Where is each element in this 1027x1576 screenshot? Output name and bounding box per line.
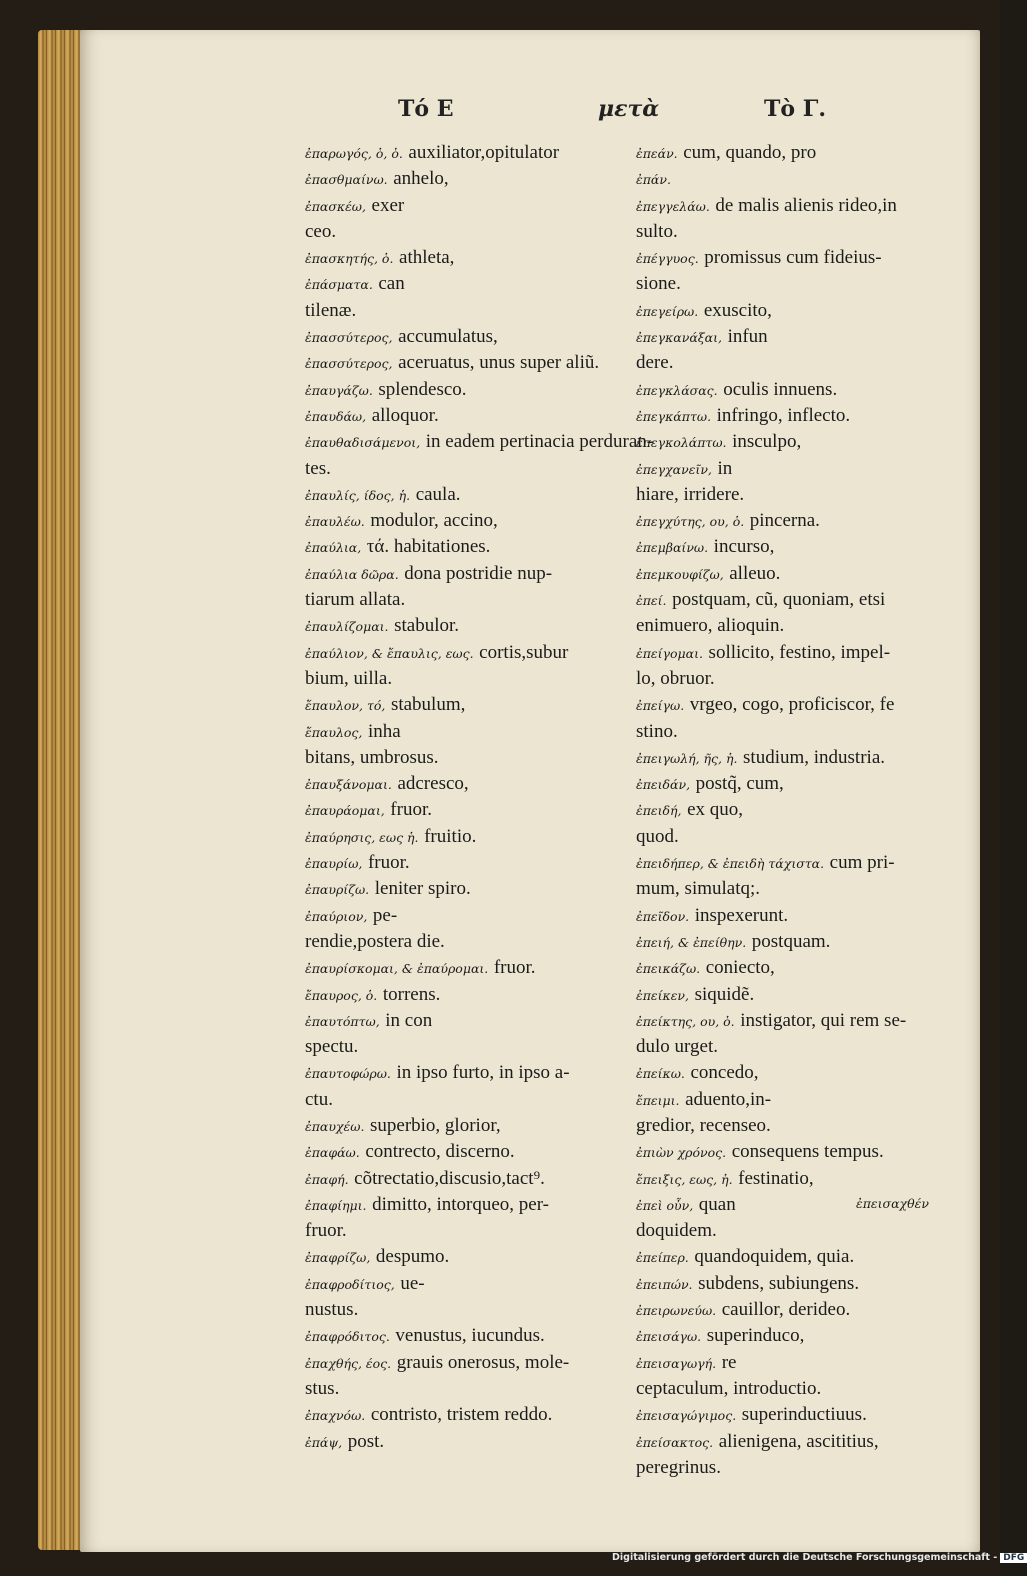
greek-lemma: ἐπαρωγός, ὁ, ὁ. bbox=[305, 146, 403, 161]
dictionary-line bbox=[636, 824, 961, 850]
dictionary-line bbox=[305, 1376, 630, 1402]
dictionary-line bbox=[305, 1218, 630, 1244]
greek-lemma: ἐπαυλίζομαι. bbox=[305, 619, 389, 635]
latin-definition: mum, simulatq;. bbox=[636, 878, 761, 900]
dictionary-line bbox=[636, 482, 961, 508]
greek-lemma: ἐπεὶ οὖν, bbox=[636, 1197, 694, 1213]
dictionary-line bbox=[636, 324, 961, 350]
dictionary-line bbox=[636, 850, 961, 876]
latin-definition: adcresco, bbox=[397, 773, 469, 795]
latin-definition: gredior, recenseo. bbox=[636, 1114, 771, 1136]
latin-definition: hiare, irridere. bbox=[636, 483, 745, 505]
greek-lemma: ἔπειμι. bbox=[636, 1092, 680, 1108]
latin-definition: exuscito, bbox=[703, 299, 772, 321]
dictionary-line bbox=[305, 929, 630, 955]
greek-lemma: ἐπεμκουφίζω, bbox=[636, 566, 724, 582]
greek-lemma: ἐπείπερ. bbox=[636, 1250, 689, 1266]
greek-lemma: ἐπειπών. bbox=[636, 1276, 693, 1292]
dictionary-line bbox=[636, 403, 961, 429]
dictionary-line bbox=[305, 824, 630, 850]
latin-definition: ue- bbox=[400, 1272, 425, 1294]
latin-definition: re bbox=[721, 1351, 737, 1373]
greek-lemma: ἐπαυρίω, bbox=[305, 856, 363, 872]
dictionary-line bbox=[305, 640, 630, 666]
latin-definition: leniter spiro. bbox=[374, 878, 471, 900]
dictionary-line bbox=[636, 508, 961, 534]
latin-definition: can bbox=[378, 273, 405, 295]
greek-lemma: ἐπασσύτερος, bbox=[305, 356, 393, 372]
dictionary-line bbox=[305, 719, 630, 745]
dictionary-line bbox=[305, 613, 630, 639]
greek-lemma: ἐπέγγυος. bbox=[636, 251, 699, 267]
running-head-center: μετὰ bbox=[598, 96, 660, 122]
latin-definition: pe- bbox=[372, 904, 398, 926]
dictionary-line bbox=[305, 1297, 630, 1323]
dictionary-line bbox=[305, 482, 630, 508]
dictionary-line bbox=[636, 1244, 961, 1270]
greek-lemma: ἐπαυχέω. bbox=[305, 1118, 365, 1134]
dictionary-line bbox=[305, 1429, 630, 1455]
latin-definition: subdens, subiungens. bbox=[698, 1272, 860, 1294]
greek-lemma: ἐπεγείρω. bbox=[636, 303, 699, 319]
latin-definition: coniecto, bbox=[705, 957, 775, 979]
running-head-right: Τὸ Γ. bbox=[764, 96, 826, 122]
dictionary-line bbox=[305, 850, 630, 876]
dictionary-line bbox=[636, 1297, 961, 1323]
dictionary-line bbox=[636, 377, 961, 403]
greek-lemma: ἐπασσύτερος, bbox=[305, 330, 393, 346]
dictionary-line bbox=[305, 1244, 630, 1270]
dictionary-line bbox=[636, 429, 961, 455]
latin-definition: rendie,postera die. bbox=[305, 930, 445, 952]
latin-definition: superinduco, bbox=[706, 1325, 805, 1347]
greek-lemma: ἐπαυλίς, ίδος, ἡ. bbox=[305, 487, 411, 503]
latin-definition: peregrinus. bbox=[636, 1456, 721, 1478]
dictionary-line bbox=[305, 1113, 630, 1139]
latin-definition: aduento,in- bbox=[685, 1088, 772, 1110]
dictionary-line bbox=[636, 692, 961, 718]
greek-lemma: ἐπεγκλάσας. bbox=[636, 382, 718, 398]
greek-lemma: ἐπαυξάνομαι. bbox=[305, 777, 392, 793]
latin-definition: postq̃, cum, bbox=[695, 773, 784, 795]
greek-lemma: ἐπαυρίζω. bbox=[305, 882, 370, 898]
dictionary-line bbox=[305, 324, 630, 350]
dictionary-line bbox=[305, 561, 630, 587]
latin-definition: inspexerunt. bbox=[694, 904, 789, 926]
dictionary-line bbox=[305, 271, 630, 297]
greek-lemma: ἐπαυτοφώρω. bbox=[305, 1066, 391, 1082]
latin-definition: accumulatus, bbox=[398, 326, 498, 348]
dictionary-line bbox=[636, 456, 961, 482]
latin-definition: splendesco. bbox=[378, 378, 467, 400]
catchword: ἐπεισαχθέν bbox=[856, 1196, 929, 1211]
latin-definition: infun bbox=[727, 326, 768, 348]
greek-lemma: ἐπεί. bbox=[636, 593, 667, 609]
latin-definition: in con bbox=[385, 1009, 433, 1031]
dictionary-line bbox=[305, 797, 630, 823]
latin-definition: cum pri- bbox=[829, 852, 895, 874]
latin-definition: alloquor. bbox=[371, 404, 439, 426]
latin-definition: de malis alienis rideo,in bbox=[715, 194, 897, 216]
latin-definition: oculis innuens. bbox=[723, 378, 838, 400]
dictionary-line bbox=[305, 1350, 630, 1376]
greek-lemma: ἐπειδήπερ, & ἐπειδὴ τάχιστα. bbox=[636, 856, 825, 872]
latin-definition: stabulor. bbox=[394, 615, 460, 637]
dictionary-line bbox=[636, 271, 961, 297]
latin-definition: pincerna. bbox=[749, 510, 820, 532]
latin-definition: aceruatus, unus super aliũ. bbox=[398, 352, 600, 374]
dictionary-line bbox=[305, 1192, 630, 1218]
greek-lemma: ἐπείκω. bbox=[636, 1066, 685, 1082]
latin-definition: tes. bbox=[305, 457, 331, 479]
dictionary-line bbox=[636, 613, 961, 639]
latin-definition: torrens. bbox=[382, 983, 441, 1005]
greek-lemma: ἐπεισαγωγή. bbox=[636, 1355, 717, 1371]
dictionary-line bbox=[305, 982, 630, 1008]
greek-lemma: ἐπεικάζω. bbox=[636, 961, 701, 977]
dictionary-line bbox=[636, 534, 961, 560]
dictionary-line bbox=[636, 666, 961, 692]
greek-lemma: ἐπασκητής, ὁ. bbox=[305, 251, 394, 267]
greek-lemma: ἐπάψ, bbox=[305, 1434, 343, 1450]
latin-definition: vrgeo, cogo, proficiscor, fe bbox=[689, 694, 895, 716]
latin-definition: bitans, umbrosus. bbox=[305, 746, 439, 768]
dictionary-line bbox=[305, 745, 630, 771]
latin-definition: fruitio. bbox=[424, 825, 477, 847]
latin-definition: postquam, cũ, quoniam, etsi bbox=[672, 589, 886, 611]
dictionary-line bbox=[305, 666, 630, 692]
greek-lemma: ἐπαφρίζω, bbox=[305, 1250, 371, 1266]
latin-definition: insculpo, bbox=[732, 431, 802, 453]
dictionary-line bbox=[636, 193, 961, 219]
latin-definition: in ipso furto, in ipso a- bbox=[396, 1062, 570, 1084]
latin-definition: contristo, tristem reddo. bbox=[370, 1404, 553, 1426]
latin-definition: cauillor, derideo. bbox=[721, 1299, 851, 1321]
right-column bbox=[636, 140, 961, 1481]
latin-definition: ceptaculum, introductio. bbox=[636, 1377, 822, 1399]
dictionary-line bbox=[636, 1218, 961, 1244]
dictionary-line bbox=[636, 1350, 961, 1376]
greek-lemma: ἐπασθμαίνω. bbox=[305, 172, 388, 188]
latin-definition: alleuo. bbox=[729, 562, 781, 584]
latin-definition: festinatio, bbox=[738, 1167, 814, 1189]
latin-definition: tiarum allata. bbox=[305, 589, 406, 611]
greek-lemma: ἐπείσακτος. bbox=[636, 1434, 714, 1450]
latin-definition: auxiliator,opitulator bbox=[408, 142, 560, 163]
latin-definition: stus. bbox=[305, 1377, 340, 1399]
greek-lemma: ἐπαυλέω. bbox=[305, 514, 365, 530]
latin-definition: instigator, qui rem se- bbox=[740, 1009, 907, 1031]
greek-lemma: ἐπασκέω, bbox=[305, 198, 366, 214]
latin-definition: inha bbox=[367, 720, 401, 742]
latin-definition: quandoquidem, quia. bbox=[694, 1246, 855, 1268]
latin-definition: ctu. bbox=[305, 1088, 333, 1110]
latin-definition: exer bbox=[371, 194, 405, 216]
greek-lemma: ἐπαύρησις, εως ἡ. bbox=[305, 829, 419, 845]
dictionary-line bbox=[636, 797, 961, 823]
latin-definition: incurso, bbox=[713, 536, 775, 558]
dictionary-line bbox=[636, 1323, 961, 1349]
dfg-logo: DFG bbox=[1000, 1553, 1027, 1563]
dictionary-line bbox=[305, 508, 630, 534]
greek-lemma: ἐπαφροδίτιος, bbox=[305, 1276, 395, 1292]
credit-text: Digitalisierung gefördert durch die Deutsche Forschungsgemeinschaft - bbox=[612, 1552, 998, 1563]
latin-definition: concedo, bbox=[690, 1062, 759, 1084]
dictionary-line bbox=[305, 245, 630, 271]
latin-definition: sollicito, festino, impel- bbox=[708, 641, 891, 663]
latin-definition: fruor. bbox=[305, 1220, 347, 1242]
greek-lemma: ἐπαχνόω. bbox=[305, 1408, 366, 1424]
dictionary-line bbox=[636, 1402, 961, 1428]
dictionary-line bbox=[636, 719, 961, 745]
greek-lemma: ἐπαύριον, bbox=[305, 908, 368, 924]
latin-definition: caula. bbox=[415, 483, 461, 505]
digitization-credit bbox=[612, 1552, 1027, 1563]
latin-definition: venustus, iucundus. bbox=[395, 1325, 545, 1347]
greek-lemma: ἐπεγκολάπτω. bbox=[636, 435, 727, 451]
latin-definition: sione. bbox=[636, 273, 681, 295]
dictionary-line bbox=[636, 1034, 961, 1060]
greek-lemma: ἐπείγω. bbox=[636, 698, 685, 714]
latin-definition: cõtrectatio,discusio,tact⁹. bbox=[354, 1167, 545, 1189]
dictionary-line bbox=[305, 534, 630, 560]
latin-definition: fruor. bbox=[493, 957, 536, 979]
dictionary-line bbox=[305, 771, 630, 797]
dictionary-line bbox=[305, 1323, 630, 1349]
latin-definition: fruor. bbox=[367, 852, 410, 874]
greek-lemma: ἐπαυγάζω. bbox=[305, 382, 373, 398]
latin-definition: promissus cum fideius- bbox=[704, 247, 882, 269]
dictionary-line bbox=[305, 403, 630, 429]
dictionary-line bbox=[636, 903, 961, 929]
dictionary-line bbox=[636, 1166, 961, 1192]
dictionary-line bbox=[305, 903, 630, 929]
dictionary-line bbox=[636, 982, 961, 1008]
latin-definition: superbio, glorior, bbox=[370, 1114, 501, 1136]
dictionary-line bbox=[636, 640, 961, 666]
dictionary-line bbox=[305, 587, 630, 613]
dictionary-line bbox=[305, 140, 630, 166]
greek-lemma: ἐπαφάω. bbox=[305, 1145, 360, 1161]
greek-lemma: ἐπεισαγώγιμος. bbox=[636, 1408, 737, 1424]
dictionary-line bbox=[636, 1376, 961, 1402]
dictionary-line bbox=[305, 1008, 630, 1034]
dictionary-line bbox=[636, 166, 961, 192]
latin-definition: infringo, inflecto. bbox=[716, 404, 851, 426]
greek-lemma: ἐπειή, & ἐπείθην. bbox=[636, 934, 747, 950]
greek-lemma: ἐπαύλια δῶρα. bbox=[305, 566, 399, 582]
latin-definition: enimuero, alioquin. bbox=[636, 615, 785, 637]
latin-definition: studium, industria. bbox=[743, 746, 886, 768]
latin-definition: consequens tempus. bbox=[731, 1141, 884, 1163]
greek-lemma: ἐπεγκάπτω. bbox=[636, 408, 712, 424]
greek-lemma: ἐπαυδάω, bbox=[305, 408, 367, 424]
latin-definition: fruor. bbox=[390, 799, 432, 821]
latin-definition: modulor, accino, bbox=[370, 510, 498, 532]
latin-definition: cortis,subur bbox=[479, 641, 569, 663]
greek-lemma: ἐπείκτης, ου, ὁ. bbox=[636, 1013, 735, 1029]
latin-definition: despumo. bbox=[375, 1246, 450, 1268]
latin-definition: spectu. bbox=[305, 1036, 359, 1058]
dictionary-line bbox=[636, 1087, 961, 1113]
dictionary-line bbox=[636, 245, 961, 271]
latin-definition: dona postridie nup- bbox=[404, 562, 553, 584]
greek-lemma: ἐπεισάγω. bbox=[636, 1329, 702, 1345]
greek-lemma: ἐπειδάν, bbox=[636, 777, 691, 793]
greek-lemma: ἔπαυλον, τό, bbox=[305, 698, 386, 714]
greek-lemma: ἐπειγωλή, ῆς, ἡ. bbox=[636, 750, 738, 766]
greek-lemma: ἔπαυρος, ὁ. bbox=[305, 987, 378, 1003]
latin-definition: alienigena, ascititius, bbox=[718, 1430, 879, 1452]
dictionary-line bbox=[636, 587, 961, 613]
greek-lemma: ἐπαύλιον, & ἔπαυλις, εως. bbox=[305, 645, 474, 661]
dictionary-line bbox=[305, 1271, 630, 1297]
greek-lemma: ἐπεάν. bbox=[636, 146, 678, 161]
dictionary-line bbox=[636, 1271, 961, 1297]
dictionary-line bbox=[305, 1087, 630, 1113]
dictionary-line bbox=[636, 745, 961, 771]
latin-definition: anhelo, bbox=[393, 168, 449, 190]
dictionary-line bbox=[305, 1166, 630, 1192]
latin-definition: superinductiuus. bbox=[741, 1404, 867, 1426]
greek-lemma: ἐπαφίημι. bbox=[305, 1197, 367, 1213]
dictionary-line bbox=[305, 377, 630, 403]
dictionary-line bbox=[636, 955, 961, 981]
greek-lemma: ἐπαυρίσκομαι, & ἐπαύρομαι. bbox=[305, 961, 489, 977]
greek-lemma: ἐπειρωνεύω. bbox=[636, 1303, 717, 1319]
dictionary-line bbox=[636, 298, 961, 324]
dictionary-line bbox=[636, 1139, 961, 1165]
dictionary-line bbox=[636, 929, 961, 955]
dictionary-line bbox=[305, 1060, 630, 1086]
greek-lemma: ἐπαφή. bbox=[305, 1171, 349, 1187]
latin-definition: postquam. bbox=[751, 930, 831, 952]
latin-definition: sulto. bbox=[636, 220, 678, 242]
dictionary-line bbox=[636, 561, 961, 587]
greek-lemma: ἐπεῖδον. bbox=[636, 908, 690, 924]
running-head-left: Τό Ε bbox=[398, 96, 454, 122]
dictionary-line bbox=[305, 298, 630, 324]
dictionary-line bbox=[636, 1429, 961, 1455]
latin-definition: siquidẽ. bbox=[694, 983, 755, 1005]
book-page-edges bbox=[38, 30, 84, 1550]
latin-definition: ceo. bbox=[305, 220, 337, 242]
dictionary-line bbox=[636, 1455, 961, 1481]
dictionary-line bbox=[305, 166, 630, 192]
greek-lemma: ἐπάσματα. bbox=[305, 277, 373, 293]
latin-definition: quan bbox=[698, 1193, 736, 1215]
latin-definition: doquidem. bbox=[636, 1220, 717, 1242]
latin-definition: τά. habitationes. bbox=[366, 536, 491, 558]
dictionary-line bbox=[636, 771, 961, 797]
latin-definition: post. bbox=[347, 1430, 385, 1452]
dictionary-line bbox=[305, 955, 630, 981]
latin-definition: stino. bbox=[636, 720, 678, 742]
greek-lemma: ἔπειξις, εως, ἡ. bbox=[636, 1171, 733, 1187]
dictionary-line bbox=[636, 1008, 961, 1034]
dictionary-line bbox=[305, 456, 630, 482]
latin-definition: dimitto, intorqueo, per- bbox=[372, 1193, 550, 1215]
dictionary-line bbox=[305, 193, 630, 219]
latin-definition: contrecto, discerno. bbox=[365, 1141, 515, 1163]
greek-lemma: ἐπεμβαίνω. bbox=[636, 540, 709, 556]
greek-lemma: ἐπαυθαδισάμενοι, bbox=[305, 435, 421, 451]
greek-lemma: ἔπαυλος, bbox=[305, 724, 363, 740]
latin-definition: athleta, bbox=[399, 247, 455, 269]
dictionary-line bbox=[305, 876, 630, 902]
latin-definition: lo, obruor. bbox=[636, 667, 715, 689]
latin-definition: nustus. bbox=[305, 1299, 359, 1321]
greek-lemma: ἐπαφρόδιτος. bbox=[305, 1329, 390, 1345]
dictionary-line bbox=[305, 692, 630, 718]
greek-lemma: ἐπείγομαι. bbox=[636, 645, 703, 661]
latin-definition: tilenæ. bbox=[305, 299, 357, 321]
latin-definition: in eadem pertinacia perduran- bbox=[425, 431, 654, 453]
greek-lemma: ἐπαυτόπτω, bbox=[305, 1013, 380, 1029]
latin-definition: stabulum, bbox=[390, 694, 466, 716]
greek-lemma: ἐπαύλια, bbox=[305, 540, 362, 556]
greek-lemma: ἐπάν. bbox=[636, 172, 671, 188]
latin-definition: ex quo, bbox=[687, 799, 744, 821]
latin-definition: dulo urget. bbox=[636, 1036, 718, 1058]
dictionary-line bbox=[305, 1402, 630, 1428]
latin-definition: quod. bbox=[636, 825, 679, 847]
latin-definition: bium, uilla. bbox=[305, 667, 393, 689]
dictionary-line bbox=[636, 350, 961, 376]
latin-definition: grauis onerosus, mole- bbox=[396, 1351, 570, 1373]
latin-definition: dere. bbox=[636, 352, 674, 374]
dictionary-line bbox=[305, 350, 630, 376]
greek-lemma: ἐπαυράομαι, bbox=[305, 803, 385, 819]
dictionary-line bbox=[636, 1060, 961, 1086]
dictionary-line bbox=[305, 429, 654, 455]
latin-definition: in bbox=[717, 457, 733, 479]
greek-lemma: ἐπεγκανάξαι, bbox=[636, 330, 722, 346]
greek-lemma: ἐπεγγελάω. bbox=[636, 198, 710, 214]
greek-lemma: ἐπειδή, bbox=[636, 803, 682, 819]
dictionary-line bbox=[636, 140, 961, 166]
dictionary-line bbox=[636, 1113, 961, 1139]
latin-definition: cum, quando, pro bbox=[683, 142, 817, 163]
dictionary-line bbox=[305, 219, 630, 245]
dictionary-line bbox=[305, 1139, 630, 1165]
greek-lemma: ἐπείκεν, bbox=[636, 987, 690, 1003]
dictionary-line bbox=[636, 219, 961, 245]
greek-lemma: ἐπαχθής, έος. bbox=[305, 1355, 392, 1371]
greek-lemma: ἐπεγχανεῖν, bbox=[636, 461, 712, 477]
dictionary-line bbox=[636, 876, 961, 902]
greek-lemma: ἐπεγχύτης, ου, ὁ. bbox=[636, 514, 745, 530]
greek-lemma: ἐπιὼν χρόνος. bbox=[636, 1145, 727, 1161]
dictionary-line bbox=[305, 1034, 630, 1060]
